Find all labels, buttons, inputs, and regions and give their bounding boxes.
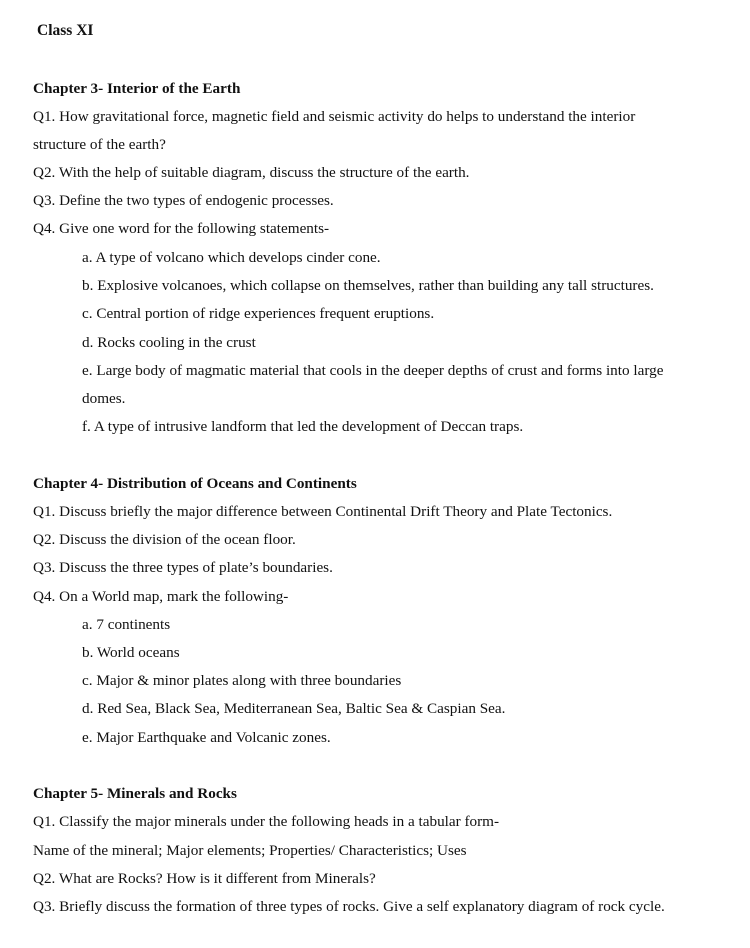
chapter-5-heading: Chapter 5- Minerals and Rocks <box>33 785 237 802</box>
ch3-q4-item-d: d. Rocks cooling in the crust <box>82 334 256 351</box>
ch3-q4-item-c: c. Central portion of ridge experiences frequent eruptions. <box>82 305 435 322</box>
ch3-q4-item-a: a. A type of volcano which develops cinder cone. <box>82 249 381 266</box>
ch4-q4-item-c: c. Major & minor plates along with three boundaries <box>82 672 402 689</box>
ch4-q4-item-a: a. 7 continents <box>82 616 171 633</box>
ch3-q1-line2: structure of the earth? <box>33 136 166 153</box>
ch4-q4-item-e: e. Major Earthquake and Volcanic zones. <box>82 729 331 746</box>
ch5-q1: Q1. Classify the major minerals under the following heads in a tabular form- <box>33 813 500 830</box>
ch4-q1: Q1. Discuss briefly the major difference between Continental Drift Theory and Plate Tectonics. <box>33 503 613 520</box>
ch3-q4-item-e-line2: domes. <box>82 390 126 407</box>
ch5-q3: Q3. Briefly discuss the formation of three types of rocks. Give a self explanatory diagram of rock cycle. <box>33 898 665 915</box>
class-title: Class XI <box>37 22 94 39</box>
ch3-q4: Q4. Give one word for the following statements- <box>33 220 330 237</box>
chapter-4-heading: Chapter 4- Distribution of Oceans and Continents <box>33 475 357 492</box>
ch3-q4-item-b: b. Explosive volcanoes, which collapse on themselves, rather than building any tall structures. <box>82 277 654 294</box>
ch4-q4-item-b: b. World oceans <box>82 644 180 661</box>
ch4-q4: Q4. On a World map, mark the following- <box>33 588 289 605</box>
ch3-q4-item-e-line1: e. Large body of magmatic material that cools in the deeper depths of crust and forms into large <box>82 362 664 379</box>
ch5-q2: Q2. What are Rocks? How is it different from Minerals? <box>33 870 376 887</box>
ch4-q2: Q2. Discuss the division of the ocean floor. <box>33 531 296 548</box>
ch4-q3: Q3. Discuss the three types of plate’s boundaries. <box>33 559 333 576</box>
ch5-q1-detail: Name of the mineral; Major elements; Properties/ Characteristics; Uses <box>33 842 467 859</box>
ch3-q3: Q3. Define the two types of endogenic processes. <box>33 192 334 209</box>
ch3-q4-item-f: f. A type of intrusive landform that led the development of Deccan traps. <box>82 418 524 435</box>
chapter-3-heading: Chapter 3- Interior of the Earth <box>33 80 241 97</box>
ch3-q1-line1: Q1. How gravitational force, magnetic field and seismic activity do helps to understand the interior <box>33 108 636 125</box>
ch3-q2: Q2. With the help of suitable diagram, discuss the structure of the earth. <box>33 164 470 181</box>
ch4-q4-item-d: d. Red Sea, Black Sea, Mediterranean Sea, Baltic Sea & Caspian Sea. <box>82 700 506 717</box>
